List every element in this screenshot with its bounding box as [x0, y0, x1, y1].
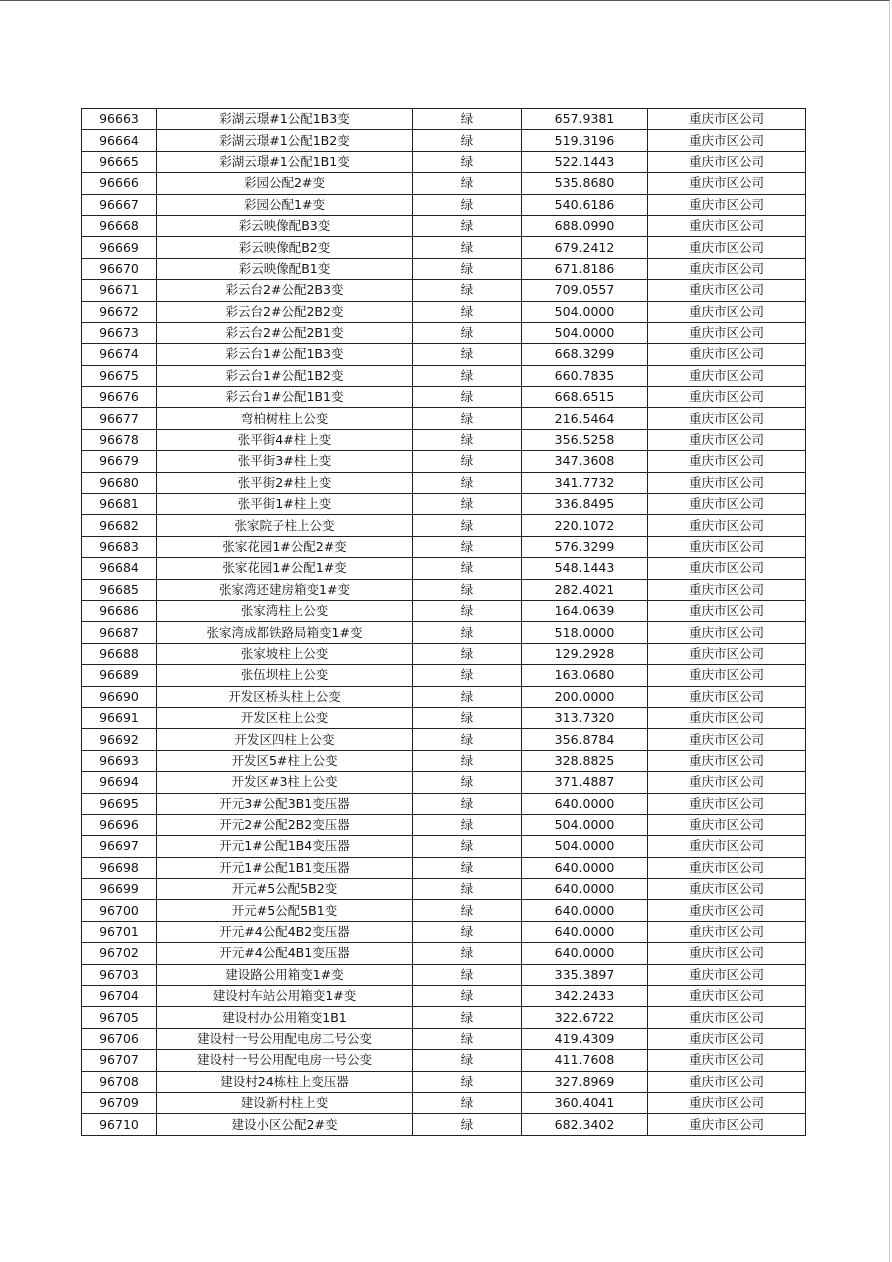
value-cell: 688.0990: [522, 215, 648, 236]
company-cell: 重庆市区公司: [648, 879, 806, 900]
table-body: [82, 109, 806, 1136]
row-id-cell: 96706: [82, 1028, 157, 1049]
row-id-cell: 96665: [82, 151, 157, 172]
company-cell: 重庆市区公司: [648, 836, 806, 857]
company-cell: 重庆市区公司: [648, 237, 806, 258]
row-id-cell: 96696: [82, 814, 157, 835]
company-cell: 重庆市区公司: [648, 344, 806, 365]
row-id-cell: 96688: [82, 643, 157, 664]
transformer-name-cell: 张平街3#柱上变: [157, 451, 413, 472]
transformer-name-cell: 彩云台2#公配2B2变: [157, 301, 413, 322]
transformer-name-cell: 张家湾成都铁路局箱变1#变: [157, 622, 413, 643]
company-cell: 重庆市区公司: [648, 1114, 806, 1135]
value-cell: 671.8186: [522, 258, 648, 279]
transformer-name-cell: 开元1#公配1B1变压器: [157, 857, 413, 878]
table-row: [82, 215, 806, 236]
company-cell: 重庆市区公司: [648, 322, 806, 343]
transformer-name-cell: 彩云台2#公配2B3变: [157, 280, 413, 301]
color-label-cell: 绿: [413, 707, 522, 728]
transformer-name-cell: 开元3#公配3B1变压器: [157, 793, 413, 814]
company-cell: 重庆市区公司: [648, 986, 806, 1007]
row-id-cell: 96704: [82, 986, 157, 1007]
row-id-cell: 96695: [82, 793, 157, 814]
transformer-name-cell: 开发区四柱上公变: [157, 729, 413, 750]
row-id-cell: 96672: [82, 301, 157, 322]
company-cell: 重庆市区公司: [648, 793, 806, 814]
table-row: [82, 472, 806, 493]
value-cell: 709.0557: [522, 280, 648, 301]
row-id-cell: 96687: [82, 622, 157, 643]
table-row: [82, 258, 806, 279]
color-label-cell: 绿: [413, 836, 522, 857]
row-id-cell: 96666: [82, 173, 157, 194]
row-id-cell: 96710: [82, 1114, 157, 1135]
table-row: [82, 579, 806, 600]
color-label-cell: 绿: [413, 772, 522, 793]
table-row: [82, 729, 806, 750]
value-cell: 342.2433: [522, 986, 648, 1007]
value-cell: 371.4887: [522, 772, 648, 793]
color-label-cell: 绿: [413, 814, 522, 835]
value-cell: 504.0000: [522, 814, 648, 835]
value-cell: 504.0000: [522, 322, 648, 343]
table-row: [82, 494, 806, 515]
transformer-name-cell: 建设村一号公用配电房二号公变: [157, 1028, 413, 1049]
table-row: [82, 515, 806, 536]
table-row: [82, 750, 806, 771]
table-row: [82, 194, 806, 215]
company-cell: 重庆市区公司: [648, 921, 806, 942]
transformer-name-cell: 开元1#公配1B4变压器: [157, 836, 413, 857]
table-row: [82, 600, 806, 621]
row-id-cell: 96678: [82, 429, 157, 450]
value-cell: 360.4041: [522, 1092, 648, 1113]
color-label-cell: 绿: [413, 173, 522, 194]
row-id-cell: 96683: [82, 536, 157, 557]
row-id-cell: 96702: [82, 943, 157, 964]
table-row: [82, 879, 806, 900]
transformer-name-cell: 彩云映像配B2变: [157, 237, 413, 258]
value-cell: 282.4021: [522, 579, 648, 600]
value-cell: 504.0000: [522, 836, 648, 857]
company-cell: 重庆市区公司: [648, 515, 806, 536]
table-row: [82, 986, 806, 1007]
company-cell: 重庆市区公司: [648, 707, 806, 728]
color-label-cell: 绿: [413, 515, 522, 536]
company-cell: 重庆市区公司: [648, 109, 806, 130]
value-cell: 216.5464: [522, 408, 648, 429]
value-cell: 679.2412: [522, 237, 648, 258]
transformer-name-cell: 张伍坝柱上公变: [157, 665, 413, 686]
transformer-name-cell: 彩湖云璟#1公配1B1变: [157, 151, 413, 172]
transformer-name-cell: 彩云台1#公配1B1变: [157, 387, 413, 408]
value-cell: 576.3299: [522, 536, 648, 557]
company-cell: 重庆市区公司: [648, 1028, 806, 1049]
row-id-cell: 96690: [82, 686, 157, 707]
row-id-cell: 96669: [82, 237, 157, 258]
transformer-name-cell: 开元#5公配5B1变: [157, 900, 413, 921]
company-cell: 重庆市区公司: [648, 579, 806, 600]
transformer-name-cell: 张家湾还建房箱变1#变: [157, 579, 413, 600]
row-id-cell: 96685: [82, 579, 157, 600]
value-cell: 328.8825: [522, 750, 648, 771]
color-label-cell: 绿: [413, 130, 522, 151]
row-id-cell: 96708: [82, 1071, 157, 1092]
company-cell: 重庆市区公司: [648, 729, 806, 750]
table-row: [82, 451, 806, 472]
transformer-name-cell: 开元#5公配5B2变: [157, 879, 413, 900]
value-cell: 163.0680: [522, 665, 648, 686]
transformer-name-cell: 开元#4公配4B2变压器: [157, 921, 413, 942]
transformer-name-cell: 彩湖云璟#1公配1B2变: [157, 130, 413, 151]
color-label-cell: 绿: [413, 408, 522, 429]
company-cell: 重庆市区公司: [648, 280, 806, 301]
table-row: [82, 836, 806, 857]
company-cell: 重庆市区公司: [648, 814, 806, 835]
table-row: [82, 387, 806, 408]
row-id-cell: 96671: [82, 280, 157, 301]
value-cell: 129.2928: [522, 643, 648, 664]
table-row: [82, 1071, 806, 1092]
color-label-cell: 绿: [413, 451, 522, 472]
company-cell: 重庆市区公司: [648, 1092, 806, 1113]
value-cell: 419.4309: [522, 1028, 648, 1049]
table-row: [82, 921, 806, 942]
color-label-cell: 绿: [413, 1114, 522, 1135]
row-id-cell: 96684: [82, 558, 157, 579]
table-row: [82, 301, 806, 322]
value-cell: 657.9381: [522, 109, 648, 130]
company-cell: 重庆市区公司: [648, 536, 806, 557]
row-id-cell: 96674: [82, 344, 157, 365]
table-row: [82, 109, 806, 130]
company-cell: 重庆市区公司: [648, 173, 806, 194]
table-row: [82, 280, 806, 301]
value-cell: 220.1072: [522, 515, 648, 536]
row-id-cell: 96668: [82, 215, 157, 236]
color-label-cell: 绿: [413, 1071, 522, 1092]
company-cell: 重庆市区公司: [648, 643, 806, 664]
color-label-cell: 绿: [413, 344, 522, 365]
transformer-name-cell: 张平街4#柱上变: [157, 429, 413, 450]
color-label-cell: 绿: [413, 494, 522, 515]
transformer-name-cell: 张家花园1#公配2#变: [157, 536, 413, 557]
table-row: [82, 686, 806, 707]
transformer-name-cell: 张家湾柱上公变: [157, 600, 413, 621]
value-cell: 356.8784: [522, 729, 648, 750]
company-cell: 重庆市区公司: [648, 622, 806, 643]
company-cell: 重庆市区公司: [648, 772, 806, 793]
color-label-cell: 绿: [413, 643, 522, 664]
table-row: [82, 408, 806, 429]
row-id-cell: 96698: [82, 857, 157, 878]
color-label-cell: 绿: [413, 1007, 522, 1028]
row-id-cell: 96675: [82, 365, 157, 386]
transformer-name-cell: 建设村24栋柱上变压器: [157, 1071, 413, 1092]
table-row: [82, 151, 806, 172]
transformer-name-cell: 弯柏树柱上公变: [157, 408, 413, 429]
table-row: [82, 622, 806, 643]
row-id-cell: 96694: [82, 772, 157, 793]
transformer-name-cell: 开元#4公配4B1变压器: [157, 943, 413, 964]
value-cell: 640.0000: [522, 857, 648, 878]
value-cell: 313.7320: [522, 707, 648, 728]
transformer-name-cell: 张平街1#柱上变: [157, 494, 413, 515]
value-cell: 322.6722: [522, 1007, 648, 1028]
row-id-cell: 96705: [82, 1007, 157, 1028]
table-row: [82, 900, 806, 921]
value-cell: 522.1443: [522, 151, 648, 172]
color-label-cell: 绿: [413, 579, 522, 600]
company-cell: 重庆市区公司: [648, 558, 806, 579]
value-cell: 540.6186: [522, 194, 648, 215]
company-cell: 重庆市区公司: [648, 194, 806, 215]
table-row: [82, 536, 806, 557]
company-cell: 重庆市区公司: [648, 600, 806, 621]
color-label-cell: 绿: [413, 943, 522, 964]
color-label-cell: 绿: [413, 665, 522, 686]
company-cell: 重庆市区公司: [648, 408, 806, 429]
table-row: [82, 237, 806, 258]
transformer-name-cell: 彩云台1#公配1B3变: [157, 344, 413, 365]
row-id-cell: 96700: [82, 900, 157, 921]
color-label-cell: 绿: [413, 387, 522, 408]
color-label-cell: 绿: [413, 793, 522, 814]
row-id-cell: 96679: [82, 451, 157, 472]
row-id-cell: 96697: [82, 836, 157, 857]
value-cell: 341.7732: [522, 472, 648, 493]
color-label-cell: 绿: [413, 558, 522, 579]
company-cell: 重庆市区公司: [648, 1007, 806, 1028]
color-label-cell: 绿: [413, 921, 522, 942]
value-cell: 548.1443: [522, 558, 648, 579]
transformer-name-cell: 建设路公用箱变1#变: [157, 964, 413, 985]
table-row: [82, 707, 806, 728]
color-label-cell: 绿: [413, 1092, 522, 1113]
company-cell: 重庆市区公司: [648, 900, 806, 921]
color-label-cell: 绿: [413, 322, 522, 343]
value-cell: 335.3897: [522, 964, 648, 985]
table-row: [82, 814, 806, 835]
company-cell: 重庆市区公司: [648, 365, 806, 386]
table-row: [82, 857, 806, 878]
row-id-cell: 96680: [82, 472, 157, 493]
row-id-cell: 96682: [82, 515, 157, 536]
table-row: [82, 643, 806, 664]
company-cell: 重庆市区公司: [648, 750, 806, 771]
table-row: [82, 772, 806, 793]
table-row: [82, 943, 806, 964]
row-id-cell: 96701: [82, 921, 157, 942]
table-row: [82, 1114, 806, 1135]
row-id-cell: 96681: [82, 494, 157, 515]
transformer-name-cell: 彩云台2#公配2B1变: [157, 322, 413, 343]
transformer-name-cell: 张家院子柱上公变: [157, 515, 413, 536]
value-cell: 164.0639: [522, 600, 648, 621]
transformer-name-cell: 开发区#3柱上公变: [157, 772, 413, 793]
transformer-name-cell: 建设村一号公用配电房一号公变: [157, 1050, 413, 1071]
color-label-cell: 绿: [413, 215, 522, 236]
value-cell: 640.0000: [522, 921, 648, 942]
row-id-cell: 96670: [82, 258, 157, 279]
row-id-cell: 96673: [82, 322, 157, 343]
value-cell: 640.0000: [522, 879, 648, 900]
company-cell: 重庆市区公司: [648, 494, 806, 515]
value-cell: 682.3402: [522, 1114, 648, 1135]
company-cell: 重庆市区公司: [648, 943, 806, 964]
row-id-cell: 96664: [82, 130, 157, 151]
transformer-name-cell: 建设小区公配2#变: [157, 1114, 413, 1135]
company-cell: 重庆市区公司: [648, 130, 806, 151]
row-id-cell: 96699: [82, 879, 157, 900]
value-cell: 640.0000: [522, 943, 648, 964]
value-cell: 640.0000: [522, 793, 648, 814]
company-cell: 重庆市区公司: [648, 429, 806, 450]
color-label-cell: 绿: [413, 429, 522, 450]
row-id-cell: 96709: [82, 1092, 157, 1113]
color-label-cell: 绿: [413, 536, 522, 557]
color-label-cell: 绿: [413, 686, 522, 707]
table-row: [82, 1007, 806, 1028]
color-label-cell: 绿: [413, 472, 522, 493]
transformer-table: [81, 108, 806, 1136]
transformer-name-cell: 张平街2#柱上变: [157, 472, 413, 493]
color-label-cell: 绿: [413, 1028, 522, 1049]
company-cell: 重庆市区公司: [648, 964, 806, 985]
company-cell: 重庆市区公司: [648, 301, 806, 322]
transformer-name-cell: 彩云映像配B3变: [157, 215, 413, 236]
row-id-cell: 96663: [82, 109, 157, 130]
company-cell: 重庆市区公司: [648, 665, 806, 686]
value-cell: 336.8495: [522, 494, 648, 515]
value-cell: 519.3196: [522, 130, 648, 151]
company-cell: 重庆市区公司: [648, 151, 806, 172]
color-label-cell: 绿: [413, 879, 522, 900]
value-cell: 640.0000: [522, 900, 648, 921]
row-id-cell: 96693: [82, 750, 157, 771]
table-row: [82, 1028, 806, 1049]
color-label-cell: 绿: [413, 986, 522, 1007]
color-label-cell: 绿: [413, 857, 522, 878]
transformer-name-cell: 彩云台1#公配1B2变: [157, 365, 413, 386]
value-cell: 504.0000: [522, 301, 648, 322]
transformer-name-cell: 彩园公配1#变: [157, 194, 413, 215]
company-cell: 重庆市区公司: [648, 857, 806, 878]
table-row: [82, 793, 806, 814]
company-cell: 重庆市区公司: [648, 1071, 806, 1092]
transformer-name-cell: 建设新村柱上变: [157, 1092, 413, 1113]
row-id-cell: 96667: [82, 194, 157, 215]
transformer-name-cell: 张家坡柱上公变: [157, 643, 413, 664]
transformer-name-cell: 彩园公配2#变: [157, 173, 413, 194]
transformer-name-cell: 建设村办公用箱变1B1: [157, 1007, 413, 1028]
color-label-cell: 绿: [413, 622, 522, 643]
value-cell: 668.3299: [522, 344, 648, 365]
value-cell: 200.0000: [522, 686, 648, 707]
row-id-cell: 96703: [82, 964, 157, 985]
value-cell: 347.3608: [522, 451, 648, 472]
color-label-cell: 绿: [413, 280, 522, 301]
color-label-cell: 绿: [413, 237, 522, 258]
transformer-name-cell: 开发区柱上公变: [157, 707, 413, 728]
company-cell: 重庆市区公司: [648, 258, 806, 279]
row-id-cell: 96677: [82, 408, 157, 429]
table-row: [82, 173, 806, 194]
table-row: [82, 365, 806, 386]
color-label-cell: 绿: [413, 194, 522, 215]
company-cell: 重庆市区公司: [648, 387, 806, 408]
table-row: [82, 429, 806, 450]
value-cell: 660.7835: [522, 365, 648, 386]
color-label-cell: 绿: [413, 1050, 522, 1071]
table-row: [82, 964, 806, 985]
company-cell: 重庆市区公司: [648, 1050, 806, 1071]
value-cell: 535.8680: [522, 173, 648, 194]
value-cell: 518.0000: [522, 622, 648, 643]
color-label-cell: 绿: [413, 964, 522, 985]
table-row: [82, 344, 806, 365]
company-cell: 重庆市区公司: [648, 686, 806, 707]
company-cell: 重庆市区公司: [648, 472, 806, 493]
color-label-cell: 绿: [413, 258, 522, 279]
value-cell: 668.6515: [522, 387, 648, 408]
transformer-name-cell: 张家花园1#公配1#变: [157, 558, 413, 579]
table-row: [82, 130, 806, 151]
value-cell: 411.7608: [522, 1050, 648, 1071]
transformer-name-cell: 开元2#公配2B2变压器: [157, 814, 413, 835]
row-id-cell: 96676: [82, 387, 157, 408]
color-label-cell: 绿: [413, 301, 522, 322]
company-cell: 重庆市区公司: [648, 451, 806, 472]
table-row: [82, 1092, 806, 1113]
transformer-name-cell: 开发区桥头柱上公变: [157, 686, 413, 707]
color-label-cell: 绿: [413, 151, 522, 172]
color-label-cell: 绿: [413, 729, 522, 750]
value-cell: 356.5258: [522, 429, 648, 450]
company-cell: 重庆市区公司: [648, 215, 806, 236]
value-cell: 327.8969: [522, 1071, 648, 1092]
transformer-name-cell: 彩云映像配B1变: [157, 258, 413, 279]
color-label-cell: 绿: [413, 109, 522, 130]
transformer-name-cell: 开发区5#柱上公变: [157, 750, 413, 771]
table-row: [82, 558, 806, 579]
row-id-cell: 96689: [82, 665, 157, 686]
row-id-cell: 96691: [82, 707, 157, 728]
row-id-cell: 96692: [82, 729, 157, 750]
table-row: [82, 1050, 806, 1071]
table-row: [82, 665, 806, 686]
color-label-cell: 绿: [413, 750, 522, 771]
table-row: [82, 322, 806, 343]
transformer-name-cell: 彩湖云璟#1公配1B3变: [157, 109, 413, 130]
row-id-cell: 96707: [82, 1050, 157, 1071]
color-label-cell: 绿: [413, 900, 522, 921]
color-label-cell: 绿: [413, 365, 522, 386]
row-id-cell: 96686: [82, 600, 157, 621]
transformer-name-cell: 建设村车站公用箱变1#变: [157, 986, 413, 1007]
color-label-cell: 绿: [413, 600, 522, 621]
